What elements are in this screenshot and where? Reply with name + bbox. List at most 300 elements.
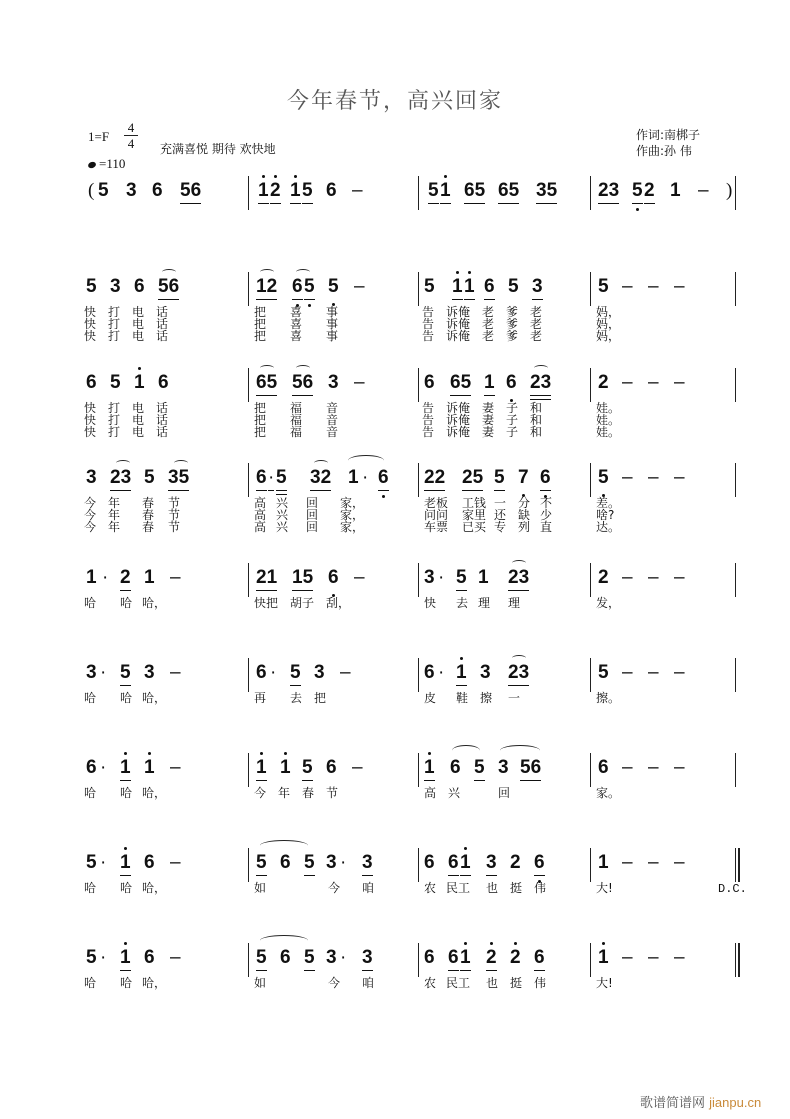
note (598, 852, 609, 874)
note (498, 180, 519, 204)
note (340, 947, 346, 969)
barline (418, 176, 419, 210)
lyric-line: 回 (498, 786, 511, 800)
lyric-line: 农 (424, 881, 437, 895)
lyric (446, 977, 470, 989)
note (120, 567, 131, 591)
lyric-line: 老 (530, 329, 543, 343)
note (100, 947, 106, 969)
note-digit: 1 (484, 372, 495, 396)
note-digit: – (622, 852, 633, 873)
note (144, 947, 155, 969)
sustain-dash (648, 567, 659, 589)
lyric-line: 把 (254, 401, 267, 415)
note-digit: 12 (256, 276, 277, 300)
note-digit: 56 (292, 372, 313, 396)
slur (260, 935, 308, 946)
lyric (424, 497, 448, 533)
slur (260, 269, 274, 275)
lyric-line: 不 (540, 496, 553, 510)
lyric-line: 民工 (446, 976, 471, 990)
note (494, 467, 505, 491)
lyric-line: 话 (156, 425, 169, 439)
note-digit: 23 (530, 372, 551, 396)
lyric (84, 402, 96, 438)
octave-down-dot (636, 208, 639, 211)
lyric (142, 692, 166, 704)
lyric-line: 电 (132, 317, 145, 331)
lyric-line: 家， (340, 496, 365, 510)
lyric-line: 兴 (448, 786, 461, 800)
lyric-line: 爹 (506, 329, 519, 343)
lyric-line: 话 (156, 317, 169, 331)
lyric-line: 音 (326, 413, 339, 427)
note-digit: 1 (144, 757, 155, 779)
note (484, 276, 495, 300)
slur (260, 365, 274, 371)
slur (260, 840, 308, 851)
barline (418, 368, 419, 402)
lyric (84, 787, 96, 799)
lyric (132, 402, 144, 438)
barline (418, 272, 419, 306)
note-digit: – (170, 947, 181, 968)
lyric (120, 787, 132, 799)
lyric (508, 597, 520, 609)
note (486, 852, 497, 876)
lyric (84, 692, 96, 704)
lyric-line: 一 (508, 691, 521, 705)
note-digit: 6 (152, 180, 163, 201)
note-digit: 23 (508, 662, 529, 686)
lyric-line: 挺 (510, 976, 523, 990)
lyric-line: 今 (84, 520, 97, 534)
lyric (132, 306, 144, 342)
note-digit: – (648, 662, 659, 683)
sustain-dash (622, 276, 633, 298)
lyric (596, 306, 620, 342)
slur (534, 365, 548, 371)
note (302, 180, 313, 204)
note-digit: – (622, 372, 633, 393)
note (110, 467, 131, 491)
barline (735, 943, 736, 977)
barline (735, 176, 736, 210)
note (424, 372, 435, 394)
note-digit: 5 (598, 662, 609, 683)
note-digit: 5 (256, 947, 267, 971)
lyric-line: 家， (340, 508, 365, 522)
lyric-line: 福 (290, 413, 303, 427)
note-digit: 5 (304, 276, 315, 300)
note-digit: 6 (256, 467, 267, 491)
lyric-line: 和 (530, 413, 543, 427)
note (256, 662, 267, 684)
lyric-line: 电 (132, 413, 145, 427)
note (532, 276, 543, 300)
note-digit: 5 (328, 276, 339, 298)
lyric-line: 喜 (290, 329, 303, 343)
note-digit: – (352, 757, 363, 778)
note-digit: · (100, 947, 107, 968)
note (536, 180, 557, 204)
note-digit: 5 (302, 757, 313, 781)
lyric (518, 497, 530, 533)
lyric (596, 597, 620, 609)
lyric (254, 882, 266, 894)
lyric (486, 977, 498, 989)
note (180, 180, 201, 204)
lyric (456, 692, 468, 704)
lyric-line: 音 (326, 425, 339, 439)
lyric-line: 家。 (596, 786, 621, 800)
octave-up-dot (444, 175, 447, 178)
note (110, 276, 121, 298)
note (86, 852, 97, 874)
lyric-line: 少 (540, 508, 553, 522)
note-digit: – (352, 180, 363, 201)
note (292, 567, 313, 591)
sustain-dash (622, 757, 633, 779)
note-digit: 5 (474, 757, 485, 781)
note (448, 947, 459, 971)
note (464, 180, 485, 204)
note-digit: 6 (424, 947, 435, 968)
lyric (108, 306, 120, 342)
note-digit: 32 (310, 467, 331, 491)
note-digit: ) (726, 180, 733, 201)
lyric-line: 老 (482, 329, 495, 343)
lyric-line: 今 (84, 496, 97, 510)
quarter-note-icon (87, 161, 97, 169)
note-digit: 1 (256, 757, 267, 781)
note (348, 467, 359, 489)
note (438, 662, 444, 684)
sustain-dash (648, 372, 659, 394)
note-digit: 6 (534, 852, 545, 876)
note (510, 947, 521, 969)
lyric-line: 理 (508, 596, 521, 610)
note-digit: 5 (428, 180, 439, 204)
sustain-dash (170, 947, 181, 969)
barline (418, 753, 419, 787)
lyric-line: 音 (326, 401, 339, 415)
note-digit: 21 (256, 567, 277, 591)
lyric-line: 哈 (120, 596, 133, 610)
sustain-dash (340, 662, 351, 684)
lyric-line: 爹 (506, 305, 519, 319)
barline (590, 658, 591, 692)
lyric-line: 老 (530, 317, 543, 331)
note-digit: 65 (464, 180, 485, 204)
note (310, 467, 331, 491)
note (100, 662, 106, 684)
note (424, 467, 445, 491)
note (152, 180, 163, 202)
lyric-line: 如 (254, 881, 267, 895)
note-digit: – (622, 276, 633, 297)
note-digit: 6 (158, 372, 169, 393)
note-digit: 5 (302, 180, 313, 204)
lyric-line: 话 (156, 305, 169, 319)
lyric-line: 今 (328, 881, 341, 895)
lyric-line: 妻 (482, 425, 495, 439)
note-digit: 5 (632, 180, 643, 204)
lyric-line: 喜 (290, 317, 303, 331)
note (326, 947, 337, 969)
note-digit: – (170, 852, 181, 873)
note-digit: 3 (328, 372, 339, 393)
lyric (424, 597, 436, 609)
lyric (534, 882, 546, 894)
lyric-line: 咱 (362, 976, 375, 990)
note (508, 567, 529, 591)
octave-up-dot (262, 175, 265, 178)
lyric (254, 692, 266, 704)
note (598, 372, 609, 394)
lyric-line: 节 (168, 496, 181, 510)
lyric (446, 306, 470, 342)
lyric (506, 306, 518, 342)
lyric (506, 402, 518, 438)
note-digit: 35 (536, 180, 557, 204)
score-system (80, 467, 740, 577)
note-digit: 35 (168, 467, 189, 491)
note-digit: 65 (498, 180, 519, 204)
sustain-dash (648, 947, 659, 969)
lyric (510, 977, 522, 989)
lyric (328, 977, 340, 989)
lyric-line: 大! (596, 881, 613, 895)
note-digit: 5 (456, 567, 467, 591)
lyric-line: 告 (422, 413, 435, 427)
note (378, 467, 389, 491)
lyric (456, 597, 468, 609)
lyric-line: 话 (156, 413, 169, 427)
note (326, 852, 337, 874)
tempo-value: =110 (99, 156, 126, 171)
note-digit: – (674, 947, 685, 968)
lyric-line: 今 (328, 976, 341, 990)
lyric-line: 话 (156, 401, 169, 415)
note-digit: 65 (450, 372, 471, 396)
note-digit: 23 (598, 180, 619, 204)
note (256, 757, 267, 781)
note-digit: 2 (598, 567, 609, 588)
note-digit: 1 (348, 467, 359, 488)
lyric (254, 787, 266, 799)
sustain-dash (648, 757, 659, 779)
note-digit: – (674, 276, 685, 297)
note-digit: 6 (448, 852, 459, 876)
lyric-line: 高 (254, 520, 267, 534)
note (484, 372, 495, 396)
lyric-line: 伟 (534, 881, 547, 895)
lyric (482, 402, 494, 438)
lyric-line: 哈 (84, 881, 97, 895)
barline (418, 848, 419, 882)
note-digit: 5 (508, 276, 519, 297)
lyric-line: 节 (168, 520, 181, 534)
lyric-line: 分 (518, 496, 531, 510)
note (464, 276, 475, 300)
note (486, 947, 497, 971)
note (144, 662, 155, 684)
note-digit: 6 (506, 372, 517, 394)
composer-credit: 作曲:孙 伟 (636, 144, 692, 158)
lyric-line: 子 (506, 401, 519, 415)
note (86, 567, 97, 589)
note-digit: – (170, 567, 181, 588)
note-digit: 22 (424, 467, 445, 491)
lyric-line: 告 (422, 305, 435, 319)
note-digit: 3 (86, 662, 97, 683)
lyric-line: 理 (478, 596, 491, 610)
lyric-line: 福 (290, 425, 303, 439)
note-digit: · (102, 567, 109, 588)
note-digit: 5 (110, 372, 121, 393)
note (362, 947, 373, 971)
sustain-dash (170, 852, 181, 874)
note (326, 757, 337, 779)
note (632, 180, 643, 204)
lyric-line: 擦 (480, 691, 493, 705)
lyric (156, 402, 168, 438)
barline (590, 848, 591, 882)
note (460, 947, 471, 971)
lyric-line: 问问 (424, 508, 449, 522)
note-digit: 5 (494, 467, 505, 491)
score-system (80, 852, 747, 962)
lyric-line: 高 (424, 786, 437, 800)
final-barline (738, 943, 740, 977)
note-digit: 5 (86, 276, 97, 297)
lyric-line: 快把 (254, 596, 279, 610)
lyric-line: 一 (494, 496, 507, 510)
lyric-line: 把 (254, 317, 267, 331)
lyric (462, 497, 486, 533)
note-digit: 6 (326, 180, 337, 201)
barline (248, 563, 249, 597)
note (304, 276, 315, 300)
lyric-line: 把 (314, 691, 327, 705)
note (144, 567, 155, 589)
sustain-dash (622, 662, 633, 684)
note-digit: · (438, 662, 445, 683)
note-digit: 3 (532, 276, 543, 300)
note-digit: 6 (280, 852, 291, 873)
barline (418, 463, 419, 497)
lyric (120, 692, 132, 704)
lyric-line: 大! (596, 976, 613, 990)
note (424, 567, 435, 589)
tempo-marking (88, 156, 125, 172)
lyric (84, 497, 96, 533)
lyric (326, 597, 350, 609)
lyric (362, 977, 374, 989)
note (120, 852, 131, 876)
note-digit: – (648, 276, 659, 297)
lyric-line: 年 (278, 786, 291, 800)
lyric (508, 692, 520, 704)
lyric-line: 胡子 (290, 596, 315, 610)
note-digit: 5 (120, 662, 131, 686)
note (120, 947, 131, 971)
note (120, 662, 131, 686)
note (440, 180, 451, 204)
lyric-line: 如 (254, 976, 267, 990)
lyric (84, 306, 96, 342)
lyric-line: 车票 (424, 520, 449, 534)
note-digit: · (340, 852, 347, 873)
lyric (84, 977, 96, 989)
note-digit: 2 (120, 567, 131, 591)
note (158, 372, 169, 394)
lyric-line: 哈 (120, 881, 133, 895)
note (270, 662, 276, 684)
note (506, 372, 517, 394)
lyric-line: 刮， (326, 596, 351, 610)
score-system (80, 757, 740, 867)
slur (512, 560, 526, 566)
note (304, 852, 315, 876)
lyric-line: 把 (254, 329, 267, 343)
note (424, 757, 435, 781)
lyric (314, 692, 326, 704)
lyric-line: 皮 (424, 691, 437, 705)
lyric (142, 977, 166, 989)
lyric-line: 妻 (482, 401, 495, 415)
lyric-line: 爹 (506, 317, 519, 331)
note-digit: 3 (326, 947, 337, 968)
sustain-dash (674, 757, 685, 779)
barline (248, 943, 249, 977)
lyric (326, 306, 338, 342)
sustain-dash (352, 180, 363, 202)
note (644, 180, 655, 204)
lyric-line: 子 (506, 425, 519, 439)
note-digit: 1 (258, 180, 269, 204)
octave-up-dot (274, 175, 277, 178)
note-digit: 2 (270, 180, 281, 204)
lyric (120, 882, 132, 894)
note-digit: – (674, 567, 685, 588)
watermark-url: jianpu.cn (709, 1095, 762, 1110)
note-digit: 56 (180, 180, 201, 204)
lyric-line: 鞋 (456, 691, 469, 705)
lyric (362, 882, 374, 894)
barline (248, 848, 249, 882)
watermark-site-name: 歌谱简谱网 (640, 1096, 706, 1111)
lyric-line: 发， (596, 596, 621, 610)
lyric (596, 977, 613, 989)
lyric-line: 快 (84, 425, 97, 439)
lyric-line: 诉俺 (446, 413, 471, 427)
lyric-line: 工钱 (462, 496, 487, 510)
note-digit: 5 (598, 467, 609, 489)
note (598, 467, 609, 489)
note-digit: · (362, 467, 369, 488)
slur (348, 455, 384, 466)
note (290, 180, 301, 204)
sustain-dash (352, 757, 363, 779)
lyric (326, 787, 338, 799)
note-digit: 3 (486, 852, 497, 876)
time-signature (124, 120, 138, 151)
note-digit: 1 (464, 276, 475, 300)
note-digit: 2 (510, 947, 521, 969)
note-digit: 1 (670, 180, 681, 201)
